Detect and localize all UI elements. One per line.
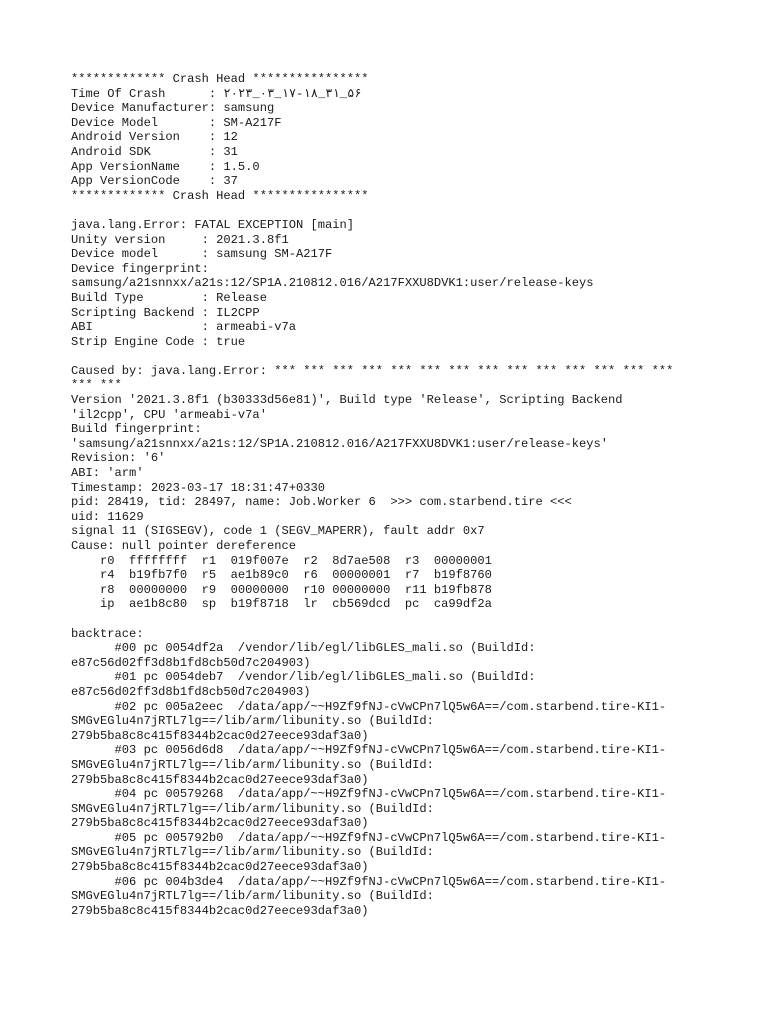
crash-head-field: Device Model : SM-A217F xyxy=(71,115,282,130)
caused-by-line: 'samsung/a21snnxx/a21s:12/SP1A.210812.016/A217FXXU8DVK1:user/release-keys' xyxy=(71,436,609,451)
caused-by-line: Version '2021.3.8f1 (b30333d56e81)', Build type 'Release', Scripting Backend xyxy=(71,393,623,408)
register-row: r4 b19fb7f0 r5 ae1b89c0 r6 00000001 r7 b19f8760 xyxy=(71,568,492,583)
crash-head-field: Time Of Crash : ۲۰۲۳_۰۳_۱۷-۱۸_۳۱_۵۶ xyxy=(71,86,362,101)
crash-head-section xyxy=(71,72,751,203)
backtrace-section xyxy=(71,627,751,919)
caused-by-section xyxy=(71,364,751,612)
caused-by-line: ABI: 'arm' xyxy=(71,466,144,481)
backtrace-frame-line: SMGvEGlu4n7jRTL7lg==/lib/arm/libunity.so (BuildId: xyxy=(71,714,434,729)
exception-line: Strip Engine Code : true xyxy=(71,334,246,349)
exception-header: java.lang.Error: FATAL EXCEPTION [main] xyxy=(71,217,355,232)
backtrace-frame-line: 279b5ba8c8c415f8344b2cac0d27eece93daf3a0) xyxy=(71,772,369,787)
backtrace-frame-line: #05 pc 005792b0 /data/app/~~H9Zf9fNJ-cVwCPn7lQ5w6A==/com.starbend.tire-KI1- xyxy=(71,830,667,845)
backtrace-frame-line: SMGvEGlu4n7jRTL7lg==/lib/arm/libunity.so (BuildId: xyxy=(71,889,434,904)
caused-by-line: Cause: null pointer dereference xyxy=(71,539,296,553)
caused-by-line: signal 11 (SIGSEGV), code 1 (SEGV_MAPERR), fault addr 0x7 xyxy=(71,524,485,539)
backtrace-frame-line: SMGvEGlu4n7jRTL7lg==/lib/arm/libunity.so (BuildId: xyxy=(71,757,434,772)
crash-head-field: Android Version : 12 xyxy=(71,130,238,145)
caused-by-line: Build fingerprint: xyxy=(71,422,202,437)
backtrace-frame-line: e87c56d02ff3d8b1fd8cb50d7c204903) xyxy=(71,655,311,670)
caused-by-line: pid: 28419, tid: 28497, name: Job.Worker 6 >>> com.starbend.tire <<< xyxy=(71,495,572,510)
exception-line: Device fingerprint: xyxy=(71,261,209,276)
blank-line xyxy=(71,612,751,627)
register-row: ip ae1b8c80 sp b19f8718 lr cb569dcd pc ca99df2a xyxy=(71,597,492,612)
backtrace-frame-line: #00 pc 0054df2a /vendor/lib/egl/libGLES_mali.so (BuildId: xyxy=(71,641,536,656)
blank-line xyxy=(71,349,751,364)
caused-by-line: Timestamp: 2023-03-17 18:31:47+0330 xyxy=(71,480,326,495)
caused-by-header: Caused by: java.lang.Error: *** *** *** *** *** *** *** *** *** *** *** *** *** *** xyxy=(71,363,674,378)
backtrace-label: backtrace: xyxy=(71,626,144,641)
caused-by-line: *** *** xyxy=(71,378,122,393)
exception-line: ABI : armeabi-v7a xyxy=(71,320,296,335)
backtrace-frame-line: SMGvEGlu4n7jRTL7lg==/lib/arm/libunity.so (BuildId: xyxy=(71,845,434,860)
crash-head-field: App VersionName : 1.5.0 xyxy=(71,159,260,174)
crash-head-title: ************* Crash Head **************** xyxy=(71,72,369,86)
backtrace-frame-line: 279b5ba8c8c415f8344b2cac0d27eece93daf3a0) xyxy=(71,728,369,743)
exception-line: Unity version : 2021.3.8f1 xyxy=(71,232,289,247)
backtrace-frame-line: SMGvEGlu4n7jRTL7lg==/lib/arm/libunity.so (BuildId: xyxy=(71,801,434,816)
exception-line: Build Type : Release xyxy=(71,290,267,305)
backtrace-frame-line: 279b5ba8c8c415f8344b2cac0d27eece93daf3a0) xyxy=(71,903,369,918)
backtrace-frame-line: #03 pc 0056d6d8 /data/app/~~H9Zf9fNJ-cVwCPn7lQ5w6A==/com.starbend.tire-KI1- xyxy=(71,743,667,758)
backtrace-frame-line: 279b5ba8c8c415f8344b2cac0d27eece93daf3a0) xyxy=(71,816,369,831)
crash-head-field: Device Manufacturer: samsung xyxy=(71,101,275,116)
crash-head-field: Android SDK : 31 xyxy=(71,144,238,159)
caused-by-line: Revision: '6' xyxy=(71,451,166,466)
crash-head-footer: ************* Crash Head **************** xyxy=(71,188,369,203)
exception-line: Device model : samsung SM-A217F xyxy=(71,247,333,262)
exception-line: Scripting Backend : IL2CPP xyxy=(71,305,260,320)
backtrace-frame-line: #02 pc 005a2eec /data/app/~~H9Zf9fNJ-cVwCPn7lQ5w6A==/com.starbend.tire-KI1- xyxy=(71,699,667,714)
backtrace-frame-line: 279b5ba8c8c415f8344b2cac0d27eece93daf3a0) xyxy=(71,860,369,875)
crash-head-field: App VersionCode : 37 xyxy=(71,174,238,189)
fatal-exception-section xyxy=(71,218,751,349)
exception-line: samsung/a21snnxx/a21s:12/SP1A.210812.016/A217FXXU8DVK1:user/release-keys xyxy=(71,276,594,291)
backtrace-frame-line: e87c56d02ff3d8b1fd8cb50d7c204903) xyxy=(71,684,311,699)
register-row: r8 00000000 r9 00000000 r10 00000000 r11 b19fb878 xyxy=(71,582,492,597)
backtrace-frame-line: #06 pc 004b3de4 /data/app/~~H9Zf9fNJ-cVwCPn7lQ5w6A==/com.starbend.tire-KI1- xyxy=(71,874,667,889)
blank-line xyxy=(71,203,751,218)
crash-log-document xyxy=(71,72,751,918)
register-row: r0 ffffffff r1 019f007e r2 8d7ae508 r3 00000001 xyxy=(71,553,492,568)
backtrace-frame-line: #04 pc 00579268 /data/app/~~H9Zf9fNJ-cVwCPn7lQ5w6A==/com.starbend.tire-KI1- xyxy=(71,787,667,802)
backtrace-frame-line: #01 pc 0054deb7 /vendor/lib/egl/libGLES_mali.so (BuildId: xyxy=(71,670,536,685)
caused-by-line: 'il2cpp', CPU 'armeabi-v7a' xyxy=(71,407,267,422)
caused-by-line: uid: 11629 xyxy=(71,509,144,524)
